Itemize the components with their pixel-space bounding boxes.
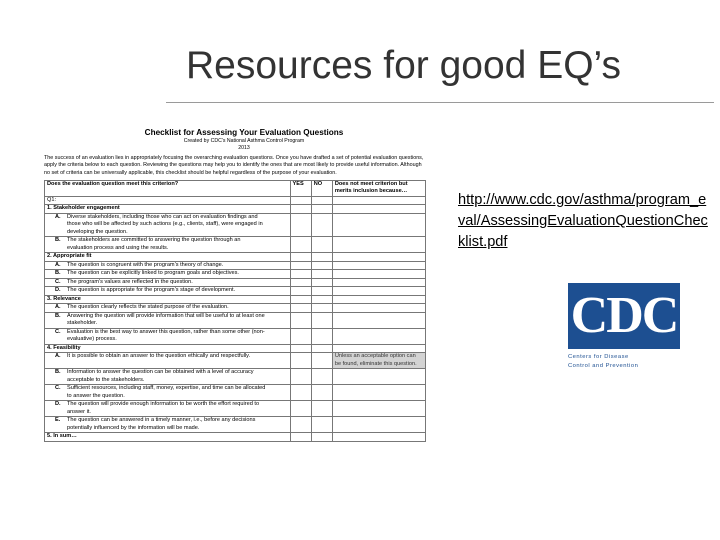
criterion-row bbox=[45, 213, 426, 237]
section-row bbox=[45, 433, 426, 442]
criterion-text: The question can be explicitly linked to program goals and objectives. bbox=[67, 270, 239, 277]
section-title: 3. Relevance bbox=[45, 295, 291, 304]
criterion-cell bbox=[45, 270, 291, 279]
criterion-row bbox=[45, 417, 426, 433]
criterion-text: The stakeholders are committed to answering the question through an evaluation process and using the results. bbox=[67, 237, 241, 251]
section-row bbox=[45, 295, 426, 304]
note-cell bbox=[332, 304, 425, 313]
section-row bbox=[45, 253, 426, 262]
section-title: 5. In sum… bbox=[45, 433, 291, 442]
criterion-letter: A. bbox=[55, 261, 61, 268]
criterion-letter: E. bbox=[55, 417, 61, 424]
header-note: Does not meet criterion but merits inclusion because… bbox=[332, 180, 425, 196]
note-cell bbox=[332, 401, 425, 417]
note-cell bbox=[332, 270, 425, 279]
criterion-cell bbox=[45, 417, 291, 433]
no-cell bbox=[311, 328, 332, 344]
criterion-row bbox=[45, 261, 426, 270]
cdc-logo bbox=[568, 283, 680, 369]
criterion-row bbox=[45, 312, 426, 328]
yes-cell bbox=[290, 261, 311, 270]
no-cell bbox=[311, 312, 332, 328]
no-cell bbox=[311, 261, 332, 270]
q-label: Q1: bbox=[45, 196, 291, 205]
note-cell bbox=[332, 312, 425, 328]
criterion-letter: C. bbox=[55, 278, 61, 285]
criterion-row bbox=[45, 328, 426, 344]
criterion-text: Diverse stakeholders, including those who can act on evaluation findings and those who will be affected by such actions (e.g., clients, staff), were engaged in developing the question. bbox=[67, 213, 263, 235]
criterion-letter: A. bbox=[55, 304, 61, 311]
criterion-letter: B. bbox=[55, 237, 61, 244]
criterion-text: The question is appropriate for the program’s stage of development. bbox=[67, 287, 236, 294]
criterion-text: Information to answer the question can be obtained with a level of accuracy acceptable to the stakeholders. bbox=[67, 369, 254, 383]
criterion-text: The program’s values are reflected in the question. bbox=[67, 278, 193, 285]
yes-cell bbox=[290, 278, 311, 287]
yes-cell bbox=[290, 312, 311, 328]
no-cell bbox=[311, 237, 332, 253]
section-row bbox=[45, 344, 426, 353]
criterion-letter: C. bbox=[55, 385, 61, 392]
criterion-cell bbox=[45, 328, 291, 344]
table-header-row bbox=[45, 180, 426, 196]
criterion-letter: B. bbox=[55, 312, 61, 319]
header-yes: YES bbox=[290, 180, 311, 196]
criterion-letter: D. bbox=[55, 287, 61, 294]
cdc-logo-text: CDC bbox=[570, 287, 678, 344]
document-subtitle: Created by CDC’s National Asthma Control Program bbox=[183, 138, 305, 144]
criterion-cell bbox=[45, 369, 291, 385]
yes-cell bbox=[290, 237, 311, 253]
criterion-cell bbox=[45, 213, 291, 237]
checklist-table bbox=[44, 180, 426, 442]
cdc-logo-box bbox=[568, 283, 680, 349]
criterion-text: The question can be answered in a timely manner, i.e., before any decisions potentially influenced by the information will be made. bbox=[67, 417, 256, 431]
criterion-letter: A. bbox=[55, 213, 61, 220]
document-intro: The success of an evaluation lies in appropriately focusing the overarching evaluation questions. Once you have drafted a set of potential evaluation questions, apply the criteria below to each question. Reviewing the questions may help you to identify the ones that are most likely to provide useful information. Although no set of criteria can be universally applicable, this checklist should be helpful regardless of the purpose of your evaluation. bbox=[44, 155, 424, 176]
criterion-row bbox=[45, 270, 426, 279]
header-no: NO bbox=[311, 180, 332, 196]
criterion-row bbox=[45, 401, 426, 417]
no-cell bbox=[311, 417, 332, 433]
criterion-row bbox=[45, 278, 426, 287]
note-cell bbox=[332, 417, 425, 433]
note-cell bbox=[332, 287, 425, 296]
header-question: Does the evaluation question meet this criterion? bbox=[45, 180, 291, 196]
criterion-cell bbox=[45, 312, 291, 328]
document-title: Checklist for Assessing Your Evaluation Questions bbox=[144, 128, 344, 137]
criterion-cell bbox=[45, 304, 291, 313]
yes-cell bbox=[290, 328, 311, 344]
criterion-row bbox=[45, 369, 426, 385]
criterion-cell bbox=[45, 237, 291, 253]
yes-cell bbox=[290, 270, 311, 279]
checklist-document-image bbox=[44, 128, 444, 540]
note-cell bbox=[332, 213, 425, 237]
checklist-body bbox=[45, 196, 426, 441]
yes-cell bbox=[290, 213, 311, 237]
section-title: 1. Stakeholder engagement bbox=[45, 205, 291, 214]
criterion-letter: A. bbox=[55, 353, 61, 360]
yes-cell bbox=[290, 353, 311, 369]
section-title: 2. Appropriate fit bbox=[45, 253, 291, 262]
criterion-cell bbox=[45, 385, 291, 401]
note-cell bbox=[332, 237, 425, 253]
document-year: 2013 bbox=[238, 145, 250, 151]
criterion-text: The question clearly reflects the stated purpose of the evaluation. bbox=[67, 304, 229, 311]
no-cell bbox=[311, 213, 332, 237]
note-cell bbox=[332, 385, 425, 401]
no-cell bbox=[311, 353, 332, 369]
criterion-row bbox=[45, 304, 426, 313]
yes-cell bbox=[290, 401, 311, 417]
title-divider bbox=[166, 102, 714, 103]
criterion-row bbox=[45, 237, 426, 253]
criterion-letter: C. bbox=[55, 328, 61, 335]
yes-cell bbox=[290, 417, 311, 433]
no-cell bbox=[311, 270, 332, 279]
no-cell bbox=[311, 287, 332, 296]
criterion-letter: B. bbox=[55, 369, 61, 376]
criterion-text: Sufficient resources, including staff, money, expertise, and time can be allocated to answer the question. bbox=[67, 385, 266, 399]
section-title: 4. Feasibility bbox=[45, 344, 291, 353]
criterion-cell bbox=[45, 401, 291, 417]
note-cell bbox=[332, 278, 425, 287]
slide-title: Resources for good EQ’s bbox=[186, 44, 621, 87]
criterion-text: The question will provide enough information to be worth the effort required to answer it. bbox=[67, 401, 260, 415]
criterion-row bbox=[45, 287, 426, 296]
criterion-cell bbox=[45, 261, 291, 270]
yes-cell bbox=[290, 385, 311, 401]
cdc-logo-line1: Centers for Disease bbox=[568, 354, 629, 360]
yes-cell bbox=[290, 287, 311, 296]
cdc-logo-line2: Control and Prevention bbox=[568, 363, 639, 369]
no-cell bbox=[311, 369, 332, 385]
criterion-letter: B. bbox=[55, 270, 61, 277]
criterion-cell bbox=[45, 287, 291, 296]
criterion-letter: D. bbox=[55, 401, 61, 408]
criterion-row bbox=[45, 353, 426, 369]
no-cell bbox=[311, 385, 332, 401]
no-cell bbox=[311, 401, 332, 417]
section-row bbox=[45, 205, 426, 214]
criterion-text: It is possible to obtain an answer to the question ethically and respectfully. bbox=[67, 353, 251, 360]
note-cell bbox=[332, 369, 425, 385]
yes-cell bbox=[290, 369, 311, 385]
criterion-text: Answering the question will provide information that will be useful to at least one stakeholder. bbox=[67, 312, 265, 327]
note-cell bbox=[332, 261, 425, 270]
q-label-row bbox=[45, 196, 426, 205]
note-cell: Unless an acceptable option can be found, eliminate this question. bbox=[332, 353, 425, 369]
resource-link[interactable]: http://www.cdc.gov/asthma/program_eval/AssessingEvaluationQuestionChecklist.pdf bbox=[458, 192, 708, 250]
criterion-cell bbox=[45, 353, 291, 369]
criterion-cell bbox=[45, 278, 291, 287]
yes-cell bbox=[290, 304, 311, 313]
no-cell bbox=[311, 304, 332, 313]
no-cell bbox=[311, 278, 332, 287]
criterion-row bbox=[45, 385, 426, 401]
note-cell bbox=[332, 328, 425, 344]
criterion-text: Evaluation is the best way to answer this question, rather than some other (non-evaluative) process. bbox=[67, 328, 265, 343]
criterion-text: The question is congruent with the program’s theory of change. bbox=[67, 261, 224, 268]
